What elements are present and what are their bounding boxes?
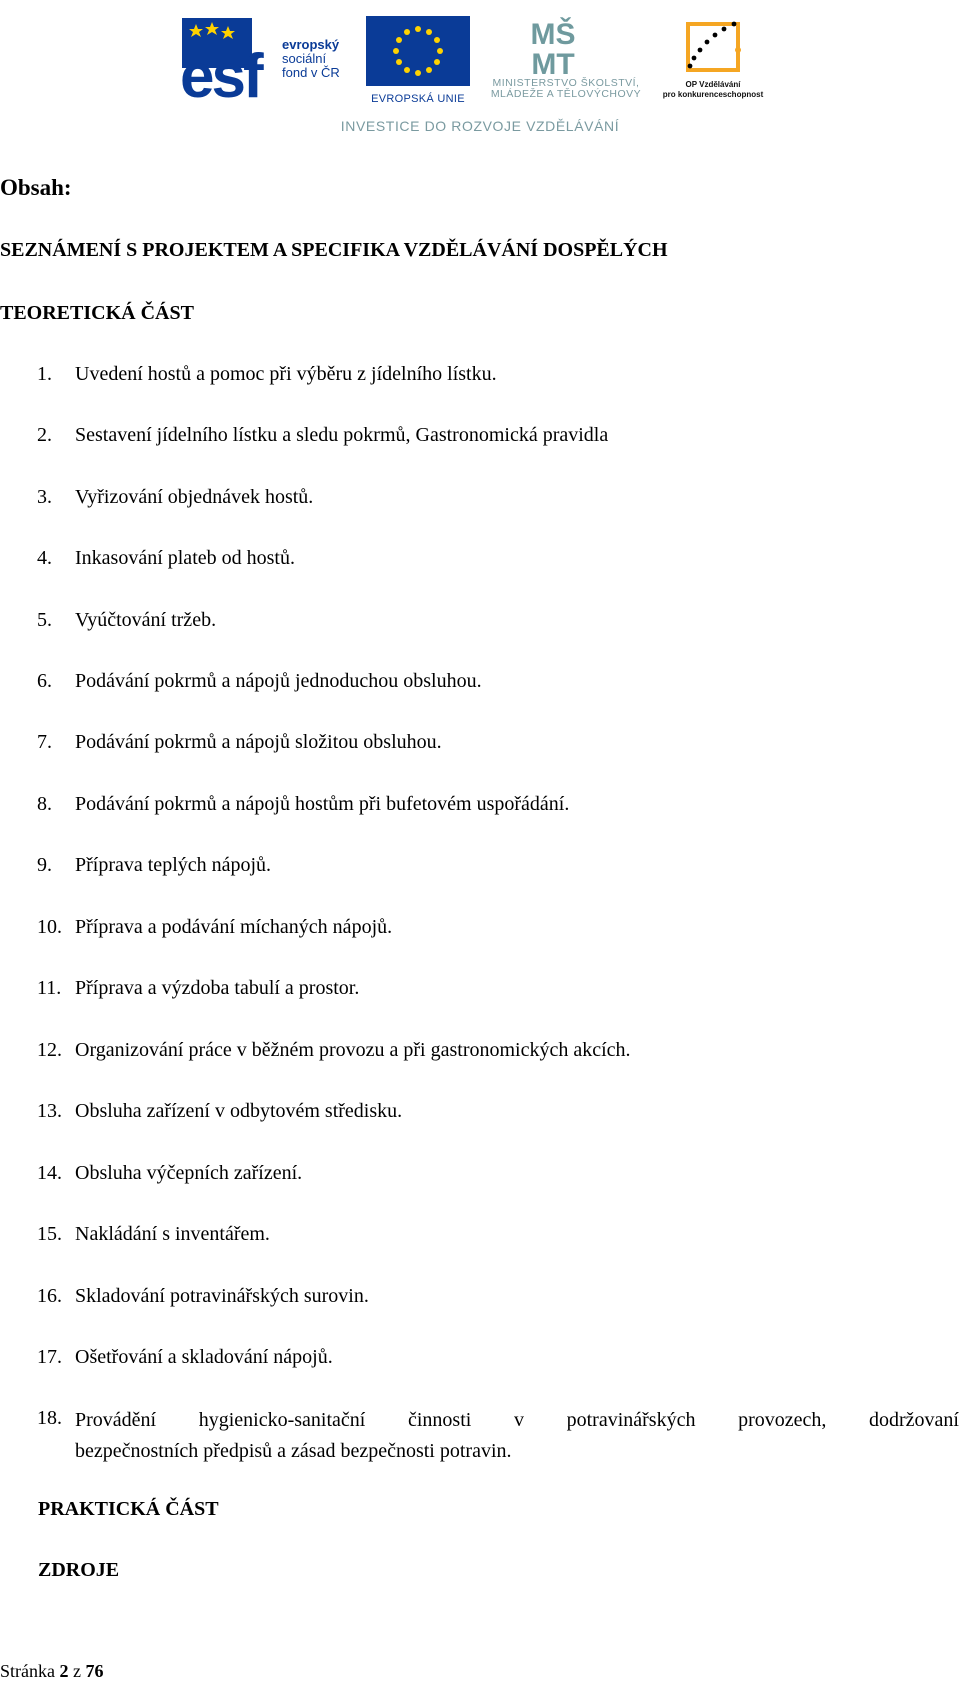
toc-item-number: 15. xyxy=(37,1223,62,1245)
toc-item-text: Ošetřování a skladování nápojů. xyxy=(75,1346,333,1368)
toc-item-text: Inkasování plateb od hostů. xyxy=(75,547,295,569)
toc-item-text-line: Provádění hygienicko-sanitační činnosti v potravinářských provozech, dodržovaní xyxy=(75,1409,959,1431)
toc-item-number: 16. xyxy=(37,1285,62,1307)
investice-tagline: INVESTICE DO ROZVOJE VZDĚLÁVÁNÍ xyxy=(340,118,620,134)
toc-item-text: Vyúčtování tržeb. xyxy=(75,609,217,631)
toc-item-number: 4. xyxy=(37,547,52,569)
toc-item-text: Obsluha zařízení v odbytovém středisku. xyxy=(75,1100,403,1122)
practical-heading: PRAKTICKÁ ČÁST xyxy=(38,1498,219,1520)
esf-logo xyxy=(180,16,360,111)
toc-item-number: 9. xyxy=(37,854,52,876)
toc-item-number: 6. xyxy=(37,670,52,692)
contents-title: Obsah: xyxy=(0,175,72,200)
msmt-caption-line: MINISTERSTVO ŠKOLSTVÍ, xyxy=(492,77,640,89)
logo-banner xyxy=(180,14,780,138)
esf-caption-line: sociální xyxy=(282,51,327,66)
page-total: 76 xyxy=(85,1661,104,1681)
toc-item-text: Organizování práce v běžném provozu a při gastronomických akcích. xyxy=(75,1039,631,1061)
msmt-mark-top: MŠ xyxy=(530,18,576,51)
toc-item-text: Vyřizování objednávek hostů. xyxy=(75,486,314,508)
msmt-caption-line: MLÁDEŽE A TĚLOVÝCHOVY xyxy=(490,88,642,100)
toc-item-text: Skladování potravinářských surovin. xyxy=(75,1285,369,1307)
toc-item-number: 8. xyxy=(37,793,52,815)
eu-logo xyxy=(366,16,470,104)
page-current: 2 xyxy=(59,1661,69,1681)
theory-heading: TEORETICKÁ ČÁST xyxy=(0,302,194,324)
page-label: Stránka xyxy=(0,1661,55,1681)
toc-item-number: 2. xyxy=(37,424,52,446)
toc-item-text: Podávání pokrmů a nápojů jednoduchou obsluhou. xyxy=(75,670,482,692)
toc-item-text: Obsluha výčepních zařízení. xyxy=(75,1162,303,1184)
toc-item-text xyxy=(75,1405,959,1467)
toc-item-number: 13. xyxy=(37,1100,62,1122)
toc-item-number: 14. xyxy=(37,1162,62,1184)
toc-item-text-line: bezpečnostních předpisů a zásad bezpečnosti potravin. xyxy=(75,1440,512,1462)
toc-item-text: Uvedení hostů a pomoc při výběru z jídelního lístku. xyxy=(75,363,497,385)
esf-caption xyxy=(282,38,340,80)
toc-item-number: 10. xyxy=(37,916,62,938)
sources-heading: ZDROJE xyxy=(38,1559,120,1581)
esf-wordmark: esf xyxy=(180,42,261,111)
op-emblem-icon xyxy=(680,16,746,78)
msmt-caption xyxy=(478,78,654,100)
toc-item-number: 5. xyxy=(37,609,52,631)
toc-item-text: Příprava a výzdoba tabulí a prostor. xyxy=(75,977,360,999)
esf-caption-line: evropský xyxy=(282,37,340,52)
toc-item-text: Sestavení jídelního lístku a sledu pokrmů, Gastronomická pravidla xyxy=(75,424,609,446)
eu-flag-icon xyxy=(366,16,470,86)
toc-item-number: 12. xyxy=(37,1039,62,1061)
toc-item-number: 17. xyxy=(37,1346,62,1368)
toc-item-number: 7. xyxy=(37,731,52,753)
esf-caption-line: fond v ČR xyxy=(282,65,340,80)
op-caption-line: pro konkurenceschopnost xyxy=(662,90,764,99)
page-of-label: z xyxy=(72,1661,81,1681)
toc-item-number: 3. xyxy=(37,486,52,508)
toc-item-number: 11. xyxy=(37,977,62,999)
intro-heading: SEZNÁMENÍ S PROJEKTEM A SPECIFIKA VZDĚLÁVÁNÍ DOSPĚLÝCH xyxy=(0,239,668,261)
toc-item-number: 18. xyxy=(37,1407,62,1429)
toc-item-text: Nakládání s inventářem. xyxy=(75,1223,270,1245)
toc-item-number: 1. xyxy=(37,363,52,385)
eu-label: EVROPSKÁ UNIE xyxy=(371,93,465,105)
op-caption-line: OP Vzdělávání xyxy=(685,80,741,89)
msmt-mark-bottom: MT xyxy=(531,48,575,78)
toc-item-text: Příprava a podávání míchaných nápojů. xyxy=(75,916,393,938)
toc-item-text: Podávání pokrmů a nápojů složitou obsluhou. xyxy=(75,731,442,753)
op-caption xyxy=(658,80,768,100)
op-logo xyxy=(658,14,768,106)
msmt-wordmark-icon xyxy=(508,14,598,78)
toc-item-text: Podávání pokrmů a nápojů hostům při bufetovém uspořádání. xyxy=(75,793,570,815)
toc-item-text: Příprava teplých nápojů. xyxy=(75,854,272,876)
page-footer xyxy=(0,1660,103,1682)
msmt-logo xyxy=(478,14,654,106)
